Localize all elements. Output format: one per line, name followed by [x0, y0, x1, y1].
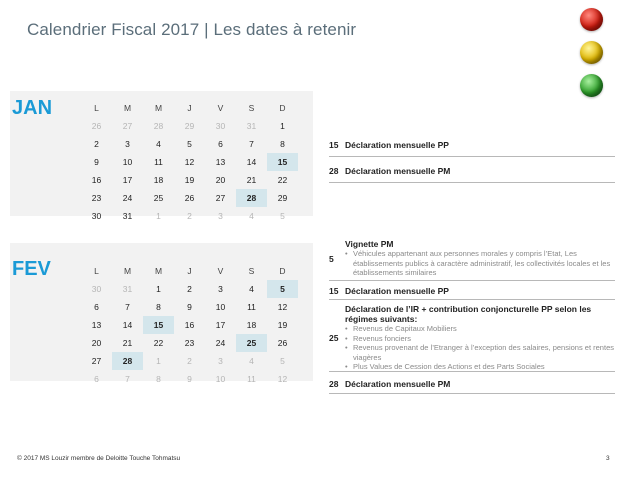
- event-title: Déclaration mensuelle PM: [345, 166, 451, 176]
- weekday-label: M: [154, 266, 163, 276]
- event-day: 15: [329, 286, 339, 296]
- calendar-day: 5: [187, 139, 192, 149]
- weekday-label: D: [279, 103, 286, 113]
- calendar-day: 1: [156, 284, 161, 294]
- calendar-day: 8: [156, 302, 161, 312]
- status-lights: [578, 8, 606, 107]
- calendar-day: 10: [122, 157, 133, 167]
- calendar-day-outside: 7: [125, 374, 130, 384]
- calendar-day-outside: 31: [122, 284, 133, 294]
- month-label-jan: JAN: [12, 97, 53, 119]
- weekday-label: L: [94, 266, 99, 276]
- event-row: [329, 157, 615, 183]
- calendar-day-outside: 3: [218, 211, 223, 221]
- weekday-label: V: [217, 266, 224, 276]
- calendar-day: 18: [246, 320, 257, 330]
- event-row: [329, 133, 615, 157]
- calendar-day: 17: [215, 320, 226, 330]
- event-day: 5: [329, 254, 334, 264]
- calendar-day-outside: 9: [187, 374, 192, 384]
- calendar-day: 14: [246, 157, 257, 167]
- calendar-week-row: [81, 207, 298, 225]
- calendar-day: 23: [184, 338, 195, 348]
- calendar-day-highlighted: 28: [112, 352, 143, 370]
- calendar-day-outside: 26: [91, 121, 102, 131]
- calendar-day: 17: [122, 175, 133, 185]
- calendar-day-highlighted: 28: [236, 189, 267, 207]
- calendar-day-highlighted: 15: [267, 153, 298, 171]
- calendar-day: 21: [122, 338, 133, 348]
- event-row: [329, 236, 615, 281]
- calendar-day: 12: [184, 157, 195, 167]
- calendar-day-outside: 3: [218, 356, 223, 366]
- yellow-light-icon: [580, 41, 603, 64]
- calendar-day-highlighted: 5: [267, 280, 298, 298]
- calendar-day-outside: 30: [91, 284, 102, 294]
- calendar-day: 20: [215, 175, 226, 185]
- event-day: 28: [329, 379, 339, 389]
- month-panel-fev: [10, 243, 313, 384]
- calendar-day: 8: [280, 139, 285, 149]
- calendar-day-outside: 30: [215, 121, 226, 131]
- page-title: Calendrier Fiscal 2017 | Les dates à retenir: [27, 20, 357, 39]
- calendar-day: 13: [91, 320, 102, 330]
- green-light-icon: [580, 74, 603, 97]
- calendar-day: 1: [280, 121, 285, 131]
- calendar-day: 11: [154, 157, 163, 167]
- calendar-week-row: [81, 189, 298, 207]
- calendar-day: 26: [184, 193, 195, 203]
- calendar-day: 11: [247, 302, 256, 312]
- calendar-day-outside: 4: [249, 356, 254, 366]
- calendar-day: 2: [94, 139, 99, 149]
- event-day: 25: [329, 333, 339, 343]
- event-day: 28: [329, 166, 339, 176]
- calendar-day: 22: [153, 338, 164, 348]
- calendar-day: 16: [184, 320, 195, 330]
- event-title: Déclaration de l’IR + contribution conjoncturelle PP selon les régimes suivants:: [345, 304, 592, 324]
- calendar-day: 31: [122, 211, 133, 221]
- calendar-day: 14: [122, 320, 133, 330]
- month-panel-jan: [10, 91, 313, 221]
- calendar-day-outside: 1: [156, 211, 161, 221]
- calendar-day: 3: [125, 139, 130, 149]
- weekday-label: M: [123, 266, 132, 276]
- calendar-day: 13: [215, 157, 226, 167]
- event-detail-item: • Revenus provenant de l’Etranger à l’exception des salaires, pensions et rentes viagères: [345, 343, 615, 362]
- calendar-day-outside: 28: [153, 121, 164, 131]
- weekday-label: J: [187, 266, 192, 276]
- calendar-day: 18: [153, 175, 164, 185]
- calendar-day: 21: [246, 175, 257, 185]
- calendar-week-row: [81, 153, 298, 171]
- calendar-day-outside: 5: [280, 356, 285, 366]
- event-row: [329, 281, 615, 300]
- calendar-day: 3: [218, 284, 223, 294]
- calendar-day-outside: 2: [187, 356, 192, 366]
- event-detail-item: • Revenus de Capitaux Mobiliers: [345, 324, 615, 334]
- calendar-day: 30: [91, 211, 102, 221]
- weekday-label: D: [279, 266, 286, 276]
- weekday-label: V: [217, 103, 224, 113]
- calendar-day: 16: [91, 175, 102, 185]
- calendar-day: 24: [122, 193, 133, 203]
- event-details-list: [345, 324, 615, 372]
- calendar-jan: [81, 99, 298, 225]
- weekday-label: M: [154, 103, 163, 113]
- event-detail-item: • Revenus fonciers: [345, 334, 615, 344]
- event-detail-item: • Plus Values de Cession des Actions et des Parts Sociales: [345, 362, 615, 372]
- calendar-week-row: [81, 280, 298, 298]
- calendar-day: 27: [91, 356, 102, 366]
- footer-copyright: © 2017 MS Louzir membre de Deloitte Touche Tohmatsu: [17, 455, 181, 462]
- calendar-day: 4: [156, 139, 161, 149]
- weekday-header-row: [81, 262, 298, 280]
- calendar-week-row: [81, 171, 298, 189]
- calendar-fev: [81, 262, 298, 388]
- event-detail-item: • Véhicules appartenant aux personnes morales y compris l’Etat, Les établissements publics à caractère administratif, les collectivités locales et les établissements similaires: [345, 249, 615, 278]
- event-row: [329, 300, 615, 372]
- calendar-day: 19: [184, 175, 195, 185]
- event-title: Vignette PM: [345, 239, 394, 249]
- calendar-week-row: [81, 316, 298, 334]
- calendar-day: 12: [277, 302, 288, 312]
- month-label-fev: FEV: [12, 258, 51, 280]
- calendar-day-highlighted: 25: [236, 334, 267, 352]
- calendar-day: 20: [91, 338, 102, 348]
- red-light-icon: [580, 8, 603, 31]
- calendar-day: 27: [215, 193, 226, 203]
- calendar-week-row: [81, 117, 298, 135]
- calendar-day: 25: [153, 193, 164, 203]
- calendar-day: 7: [125, 302, 130, 312]
- calendar-week-row: [81, 298, 298, 316]
- calendar-day-outside: 2: [187, 211, 192, 221]
- weekday-label: S: [248, 103, 255, 113]
- event-day: 15: [329, 140, 339, 150]
- events-jan: [329, 133, 615, 183]
- event-details-list: [345, 249, 615, 278]
- calendar-day: 19: [277, 320, 288, 330]
- calendar-day: 9: [94, 157, 99, 167]
- calendar-day: 2: [187, 284, 192, 294]
- weekday-label: M: [123, 103, 132, 113]
- calendar-day: 6: [218, 139, 223, 149]
- weekday-label: S: [248, 266, 255, 276]
- calendar-day-outside: 31: [246, 121, 257, 131]
- calendar-day-outside: 27: [122, 121, 133, 131]
- calendar-day-outside: 10: [215, 374, 226, 384]
- event-title: Déclaration mensuelle PM: [345, 379, 451, 389]
- page-number: 3: [606, 455, 610, 462]
- event-title: Déclaration mensuelle PP: [345, 140, 449, 150]
- calendar-day: 10: [215, 302, 226, 312]
- calendar-day: 29: [277, 193, 288, 203]
- weekday-label: J: [187, 103, 192, 113]
- calendar-day-outside: 29: [184, 121, 195, 131]
- calendar-day: 26: [277, 338, 288, 348]
- weekday-label: L: [94, 103, 99, 113]
- event-row: [329, 372, 615, 394]
- calendar-day: 6: [94, 302, 99, 312]
- calendar-day-outside: 1: [156, 356, 161, 366]
- weekday-header-row: [81, 99, 298, 117]
- calendar-day: 7: [249, 139, 254, 149]
- calendar-day-highlighted: 15: [143, 316, 174, 334]
- calendar-day: 9: [187, 302, 192, 312]
- calendar-day-outside: 11: [247, 374, 256, 384]
- calendar-day: 24: [215, 338, 226, 348]
- events-fev: [329, 236, 615, 394]
- calendar-day-outside: 4: [249, 211, 254, 221]
- calendar-week-row: [81, 352, 298, 370]
- event-title: Déclaration mensuelle PP: [345, 286, 449, 296]
- calendar-week-row: [81, 334, 298, 352]
- calendar-week-row: [81, 135, 298, 153]
- calendar-day-outside: 12: [277, 374, 288, 384]
- calendar-day: 4: [249, 284, 254, 294]
- calendar-day-outside: 6: [94, 374, 99, 384]
- calendar-day-outside: 8: [156, 374, 161, 384]
- calendar-day: 22: [277, 175, 288, 185]
- calendar-day: 23: [91, 193, 102, 203]
- calendar-day-outside: 5: [280, 211, 285, 221]
- calendar-week-row: [81, 370, 298, 388]
